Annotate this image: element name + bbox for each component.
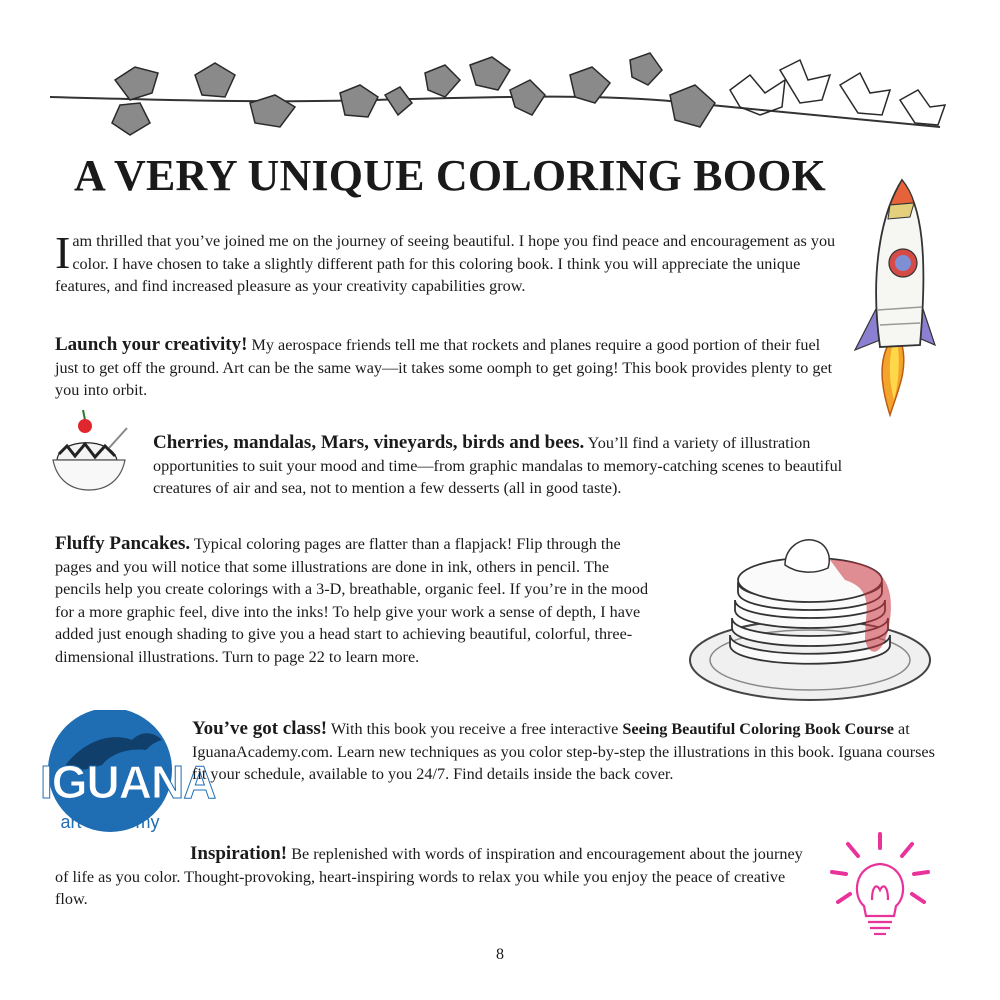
rocket-illustration [850, 175, 940, 420]
light-bulb-illustration [828, 830, 933, 945]
page-number: 8 [496, 946, 504, 963]
class-text-2: at IguanaAcademy.com. Learn new techniques as you color step-by-step the illustrations in this book. Iguana courses fit your schedule, available to you 24/7. Find details inside the back cover. [192, 720, 935, 783]
intro-paragraph [55, 227, 845, 298]
launch-paragraph [55, 334, 845, 402]
pancake-stack-illustration [680, 510, 940, 710]
dropcap: I [55, 227, 71, 278]
course-name: Seeing Beautiful Coloring Book Course [622, 720, 894, 738]
logo-subtitle: art academy [60, 812, 160, 832]
inspiration-heading: Inspiration! [190, 843, 288, 864]
launch-heading: Launch your creativity! [55, 334, 248, 355]
ice-cream-sundae-illustration [45, 402, 135, 502]
class-heading: You’ve got class! [192, 718, 328, 739]
cherries-heading: Cherries, mandalas, Mars, vineyards, birds and bees. [153, 432, 585, 453]
pancakes-text: Typical coloring pages are flatter than a flapjack! Flip through the pages and you will notice that some illustrations are done in ink, others in pencil. The pencils help you create colorings with a 3-D, breathable, organic feel. If you’re in the mood for a more graphic feel, dive into the inks! To help give your work a sense of depth, I have added just enough shading to give you a head start to achieving beautiful, colorful, three-dimensional illustrations. Turn to page 22 to learn more. [55, 535, 649, 666]
ivy-vine-illustration [40, 45, 970, 140]
intro-text: am thrilled that you’ve joined me on the journey of seeing beautiful. I hope you find peace and encouragement as you color. I have chosen to take a slightly different path for this coloring book. I think you will appreciate the unique features, and find increased pleasure as your creativity capabilities grow. [55, 232, 836, 295]
class-paragraph [192, 718, 937, 786]
logo-wordmark: IGUANA [40, 756, 216, 808]
launch-text: My aerospace friends tell me that rockets and planes require a good portion of their fuel just to get off the ground. Art can be the same way—it takes some oomph to get going! This book provides plenty to get you into orbit. [55, 336, 833, 399]
inspiration-text: Be replenished with words of inspiration and encouragement about the journey of life as you color. Thought-provoking, heart-inspiring words to relax you while you enjoy the peace of creative flow. [55, 845, 803, 908]
pancakes-paragraph [55, 533, 655, 668]
class-text-1: With this book you receive a free interactive [327, 720, 623, 738]
inspiration-paragraph [55, 843, 815, 911]
page-title: A VERY UNIQUE COLORING BOOK [74, 151, 826, 200]
cherries-paragraph [153, 432, 893, 500]
cherries-text: You’ll find a variety of illustration opportunities to suit your mood and time—from graphic mandalas to memory-catching scenes to beautiful creatures of air and sea, not to mention a few desserts (all in good taste). [153, 434, 843, 497]
pancakes-heading: Fluffy Pancakes. [55, 533, 191, 554]
